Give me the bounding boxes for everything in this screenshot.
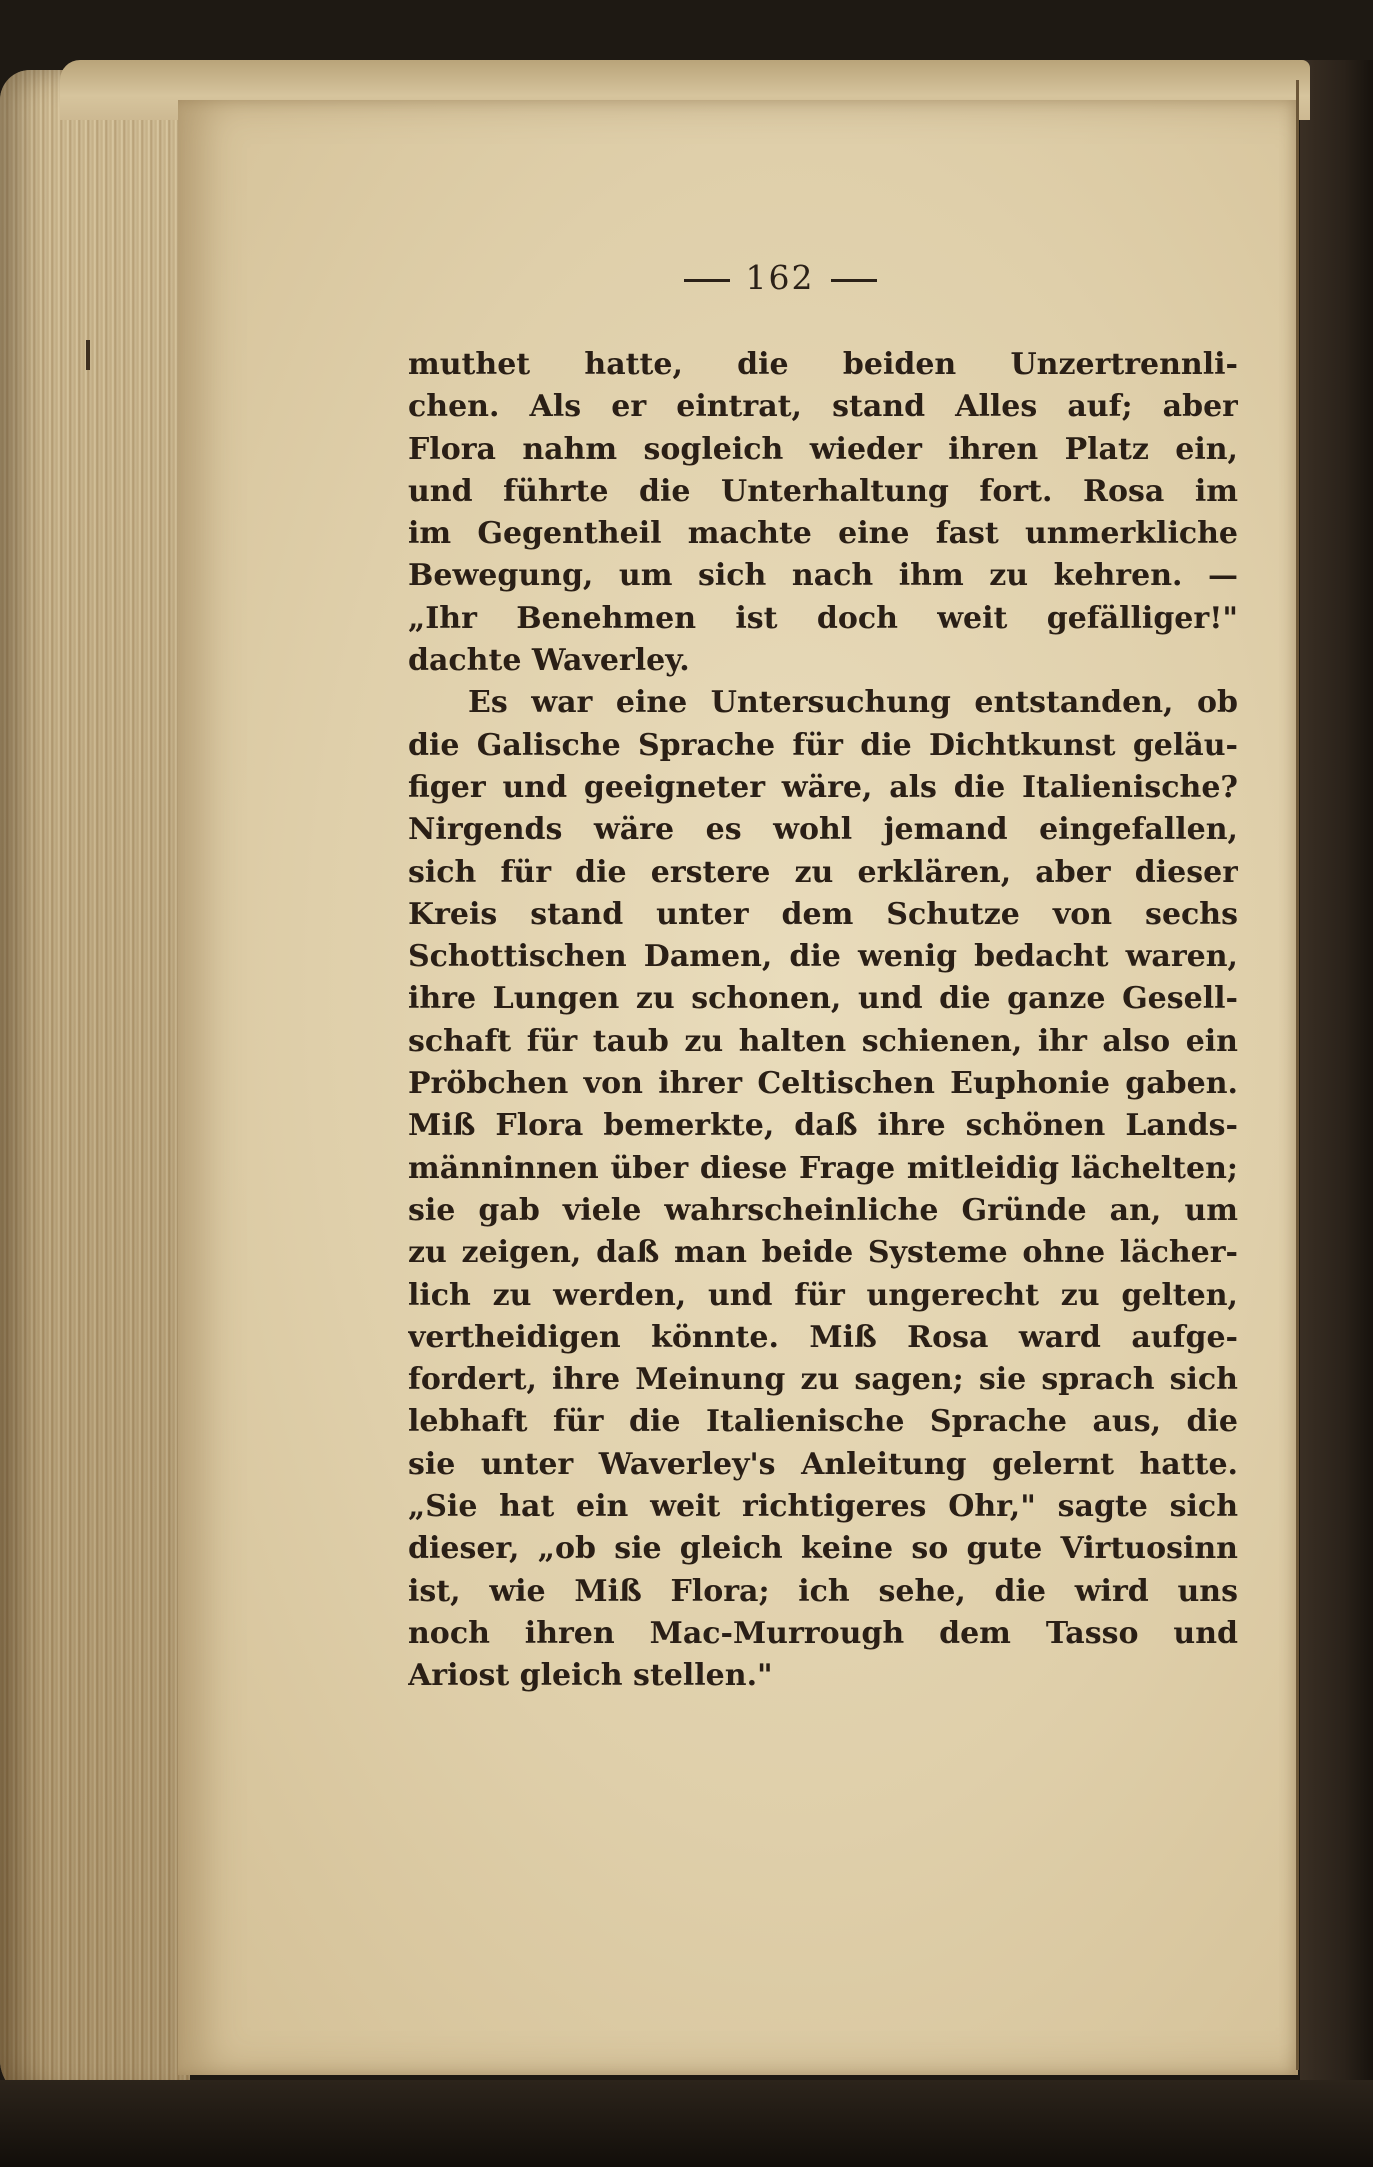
text-line: die Galische Sprache für die Dichtkunst geläu-	[408, 727, 1238, 763]
text-line: „Sie hat ein weit richtigeres Ohr," sagte sich	[408, 1489, 1238, 1525]
book-cover-edge	[1300, 60, 1373, 2110]
text-line: ihre Lungen zu schonen, und die ganze Gesell-	[408, 981, 1238, 1017]
text-line: ist, wie Miß Flora; ich sehe, die wird uns	[408, 1573, 1238, 1609]
text-line: dachte Waverley.	[408, 643, 690, 679]
text-line: „Ihr Benehmen ist doch weit gefälliger!"	[408, 600, 1238, 636]
text-line: Flora nahm sogleich wieder ihren Platz ein,	[408, 431, 1238, 467]
text-line: Bewegung, um sich nach ihm zu kehren. —	[408, 558, 1238, 594]
page-number-value: 162	[745, 258, 815, 297]
bottom-shadow	[0, 2080, 1373, 2167]
text-line: dieser, „ob sie gleich keine so gute Virtuosinn	[408, 1531, 1238, 1567]
text-line: muthet hatte, die beiden Unzertrennli-	[408, 347, 1238, 382]
text-line: lich zu werden, und für ungerecht zu gelten,	[408, 1277, 1238, 1313]
text-line: sie gab viele wahrscheinliche Gründe an, um	[408, 1192, 1238, 1228]
text-line: figer und geeigneter wäre, als die Italienische?	[408, 769, 1238, 805]
text-line: vertheidigen könnte. Miß Rosa ward aufge-	[408, 1319, 1238, 1355]
text-line: chen. Als er eintrat, stand Alles auf; aber	[408, 389, 1238, 425]
text-line: schaft für taub zu halten schienen, ihr also ein	[408, 1023, 1238, 1059]
text-line: Kreis stand unter dem Schutze von sechs	[408, 896, 1238, 932]
text-line: Pröbchen von ihrer Celtischen Euphonie gaben.	[408, 1066, 1238, 1102]
text-line: Schottischen Damen, die wenig bedacht waren,	[408, 939, 1238, 975]
page-number	[660, 258, 900, 308]
text-line: Miß Flora bemerkte, daß ihre schönen Lands-	[408, 1108, 1238, 1144]
text-line: noch ihren Mac-Murrough dem Tasso und	[408, 1615, 1238, 1651]
page-edges	[0, 70, 190, 2100]
text-line: Nirgends wäre es wohl jemand eingefallen,	[408, 812, 1238, 848]
text-line: lebhaft für die Italienische Sprache aus, die	[408, 1404, 1238, 1440]
text-line: zu zeigen, daß man beide Systeme ohne lächer-	[408, 1235, 1238, 1271]
text-line: und führte die Unterhaltung fort. Rosa im	[408, 473, 1238, 509]
dash-right	[831, 279, 877, 282]
text-line: im Gegentheil machte eine fast unmerkliche	[408, 516, 1238, 552]
text-line: Es war eine Untersuchung entstanden, ob	[468, 685, 1238, 721]
margin-mark	[86, 340, 90, 370]
text-line: sie unter Waverley's Anleitung gelernt hatte.	[408, 1446, 1238, 1482]
text-line: Ariost gleich stellen."	[408, 1658, 773, 1694]
dash-left	[684, 279, 730, 282]
text-line: sich für die erstere zu erklären, aber dieser	[408, 854, 1238, 890]
body-text	[408, 344, 1238, 1698]
text-line: fordert, ihre Meinung zu sagen; sie sprach sich	[408, 1362, 1238, 1398]
text-line: männinnen über diese Frage mitleidig lächelten;	[408, 1150, 1238, 1186]
gutter-line	[1296, 80, 1299, 2070]
